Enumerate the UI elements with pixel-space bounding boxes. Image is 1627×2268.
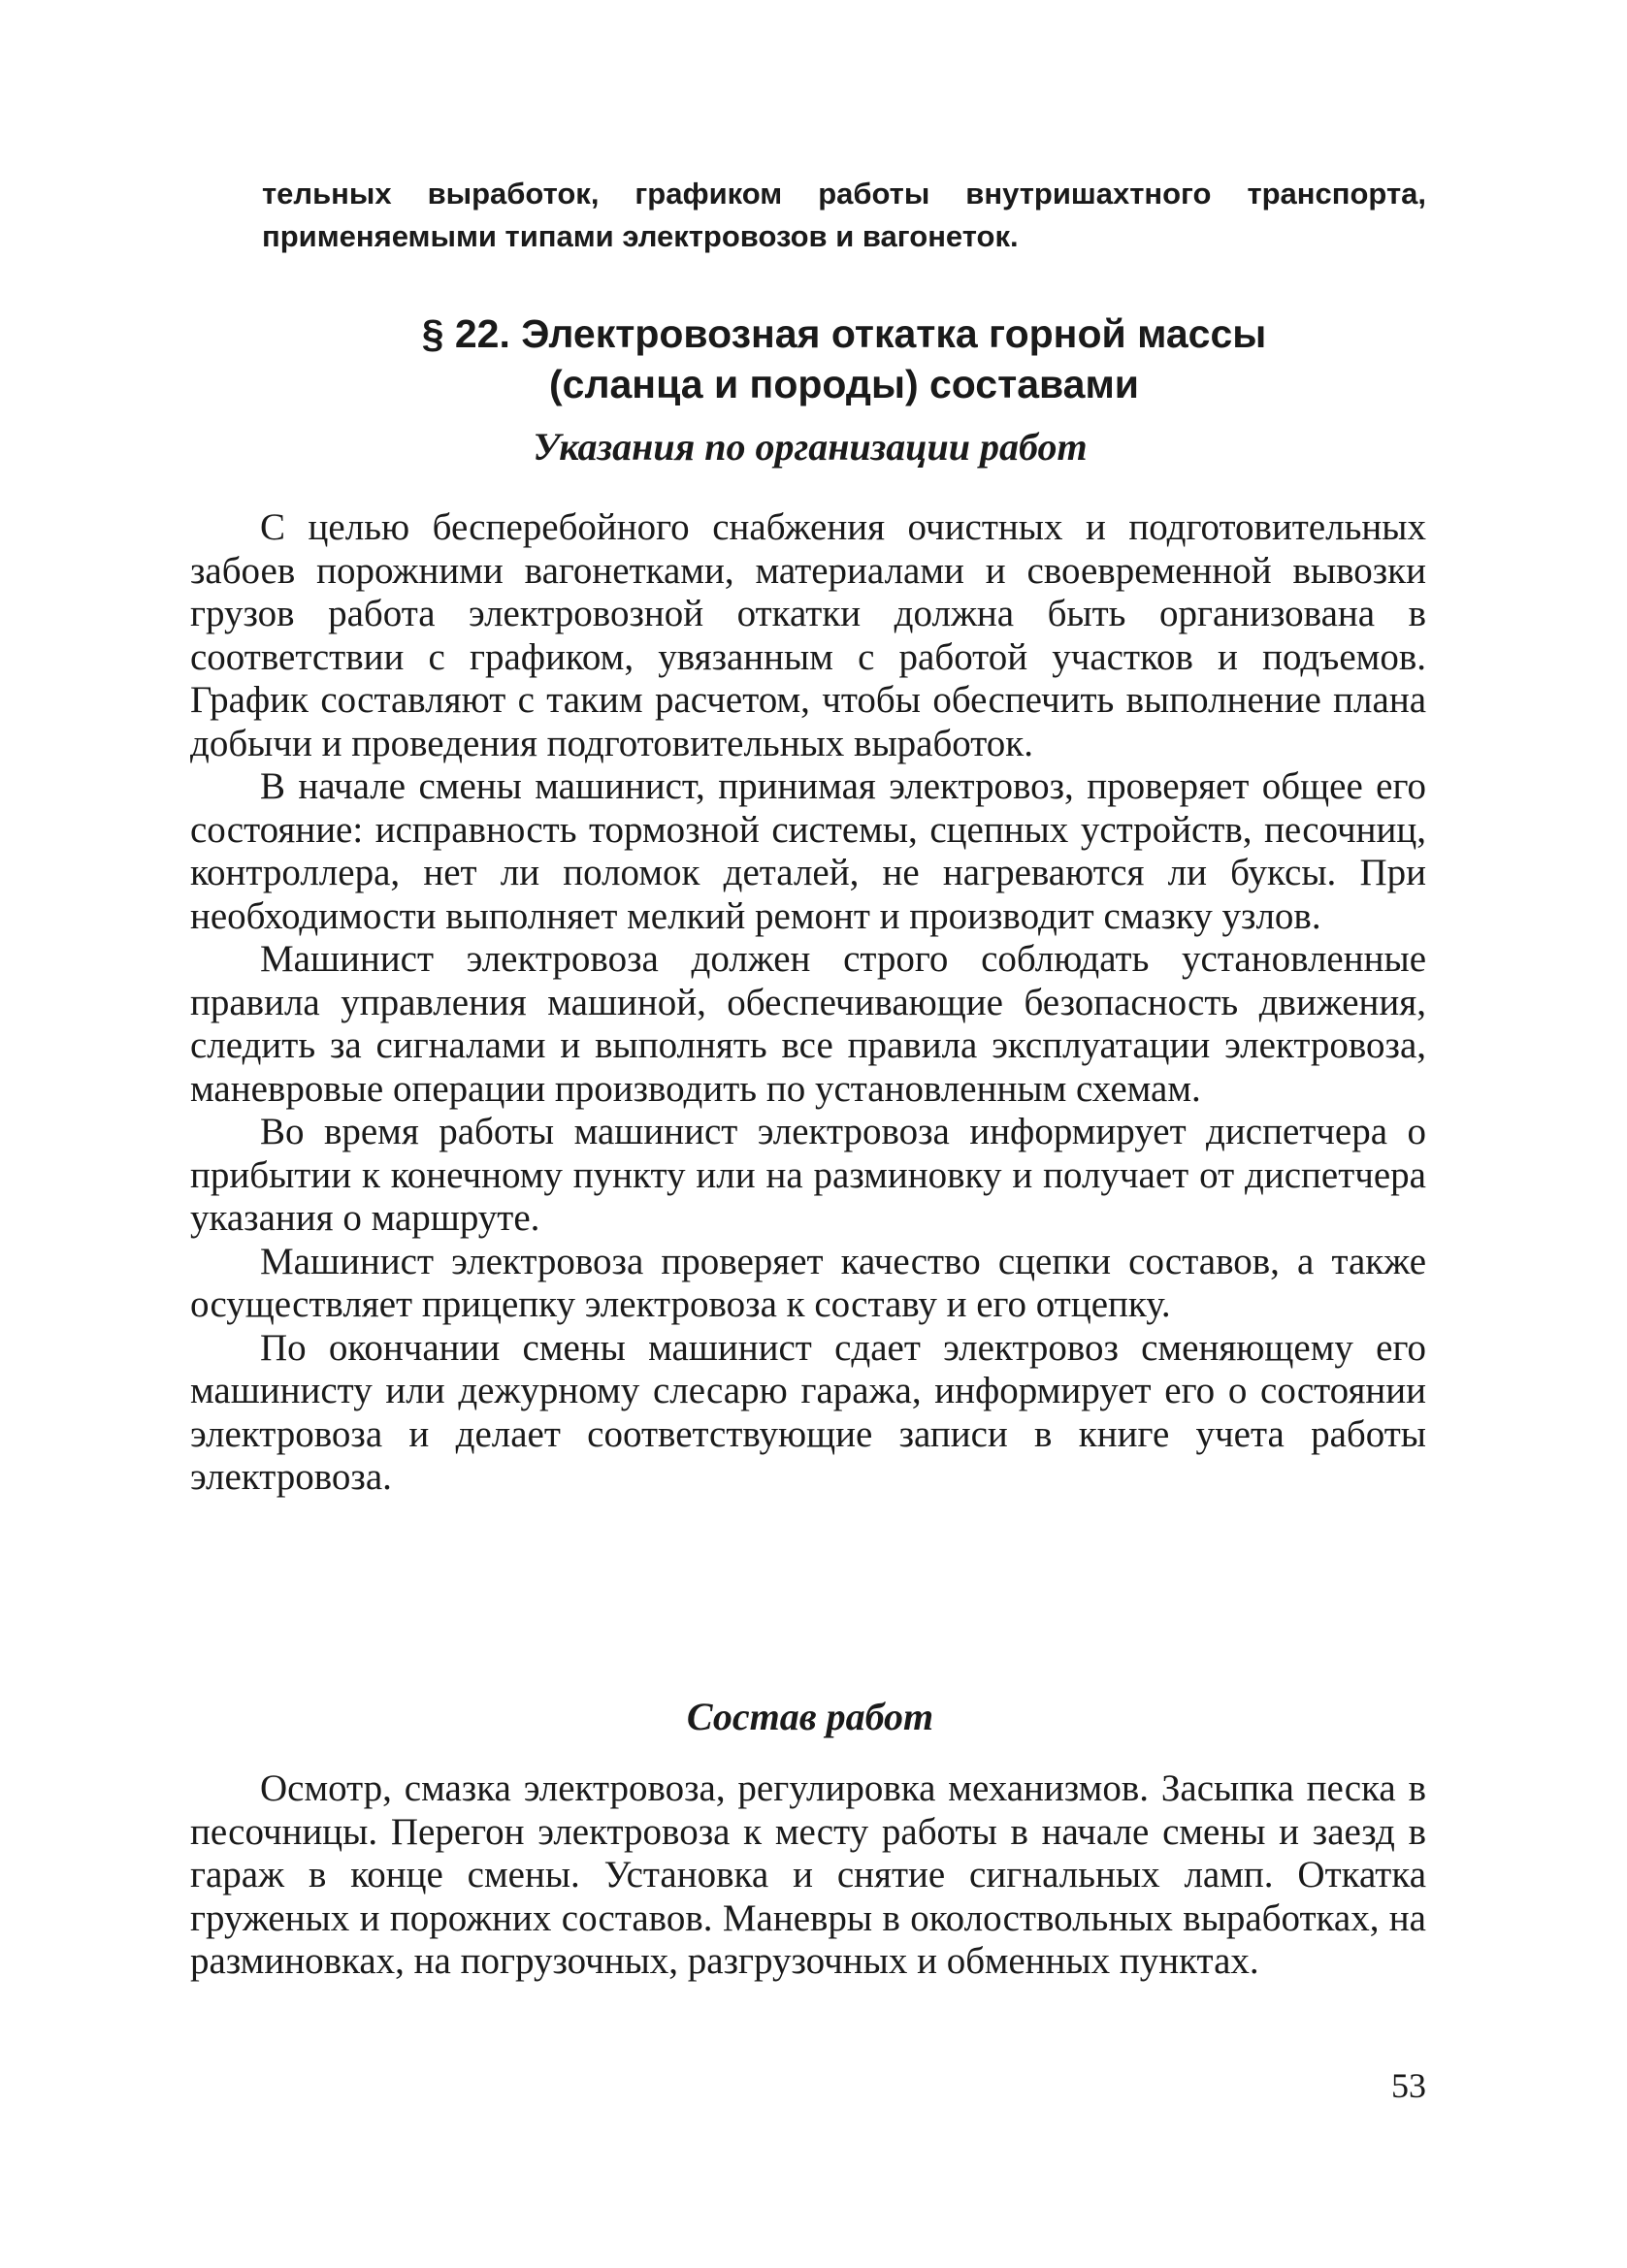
subheading-work-organization: Указания по организации работ (533, 425, 1088, 469)
instructions-text (190, 506, 1426, 1500)
section-title-line-2: (сланца и породы) составами (549, 362, 1139, 406)
section-title-line-1: § 22. Электровозная откатка горной массы (421, 311, 1267, 356)
paragraph: Во время работы машинист электровоза информирует диспетчера о прибытии к конечному пункту или на разминовку и получает от диспетчера указания о маршруте. (190, 1111, 1426, 1239)
page-number: 53 (1391, 2066, 1426, 2105)
paragraph: Машинист электровоза должен строго соблюдать установленные правила управления машиной, обеспечивающие безопасность движения, следить за сигналами и выполнять все правила эксплуатации электровоза, маневровые операции производить по установленным схемам. (190, 938, 1426, 1110)
section-title (262, 308, 1426, 409)
paragraph: По окончании смены машинист сдает электровоз сменяющему его машинисту или дежурному слесарю гаража, информирует его о состоянии электровоза и делает соответствующие записи в книге учета работы электровоза. (190, 1326, 1426, 1498)
paragraph: В начале смены машинист, принимая электровоз, проверяет общее его состояние: исправность тормозной системы, сцепных устройств, песочниц, контроллера, нет ли поломок деталей, не нагреваются ли буксы. При необходимости выполняет мелкий ремонт и производит смазку узлов. (190, 765, 1426, 937)
subheading-work-composition: Состав работ (686, 1695, 934, 1738)
paragraph: С целью бесперебойного снабжения очистных и подготовительных забоев порожними вагонетками, материалами и своевременной вывозки грузов работа электровозной откатки должна быть организована в соответствии с графиком, увязанным с работой участков и подъемов. График составляют с таким расчетом, чтобы обеспечить выполнение плана добычи и проведения подготовительных выработок. (190, 506, 1426, 764)
paragraph: Машинист электровоза проверяет качество сцепки составов, а также осуществляет прицепку электровоза к составу и его отцепку. (190, 1240, 1426, 1325)
work-composition-text (190, 1767, 1426, 1984)
paragraph: Осмотр, смазка электровоза, регулировка механизмов. Засыпка песка в песочницы. Перегон электровоза к месту работы в начале смены и заезд в гараж в конце смены. Установка и снятие сигнальных ламп. Откатка груженых и порожних составов. Маневры в околоствольных выработках, на разминовках, на погрузочных, разгрузочных и обменных пунктах. (190, 1767, 1426, 1982)
intro-paragraph: тельных выработок, графиком работы внутришахтного транспорта, применяемыми типами электровозов и вагонеток. (262, 177, 1426, 253)
